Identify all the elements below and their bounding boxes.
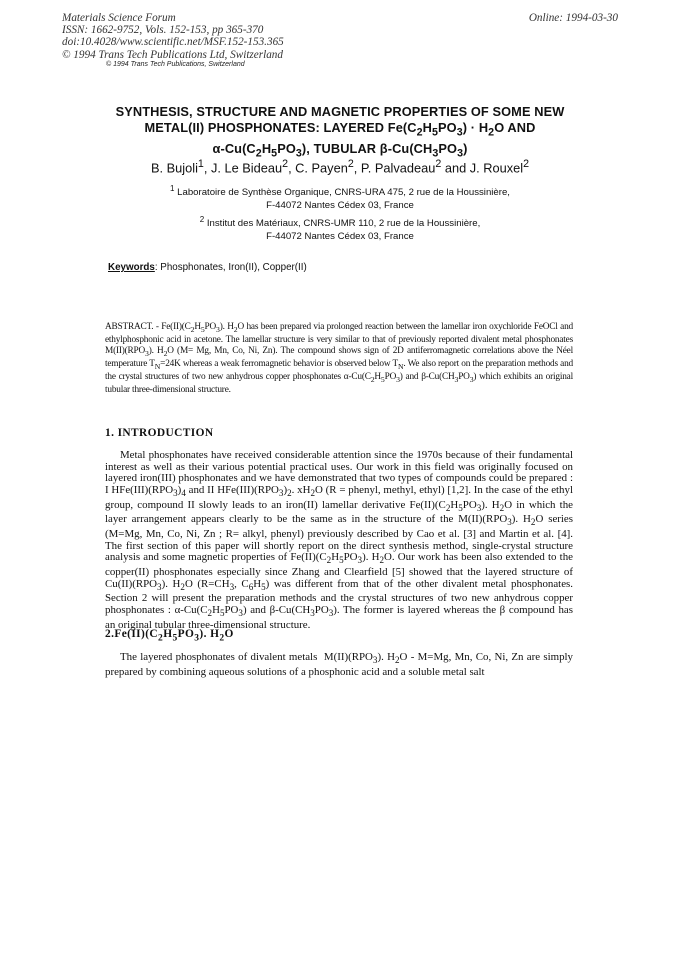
- affiliation-1-line-2: F-44072 Nantes Cédex 03, France: [266, 200, 414, 212]
- keywords-label: Keywords: [108, 262, 155, 273]
- affiliation-1-line-1: Laboratoire de Synthèse Organique, CNRS-URA 475, 2 rue de la Houssinière,: [177, 187, 510, 199]
- keywords: Keywords: Phosphonates, Iron(II), Copper(II): [108, 262, 307, 273]
- affiliation-2-line-2: F-44072 Nantes Cédex 03, France: [266, 231, 414, 243]
- affiliation-2: $^2$ Institut des Matériaux, CNRS-UMR 110, 2 rue de la Houssinière, F-44072 Nantes Cédex 03, France: [90, 213, 590, 243]
- paper-title: [90, 104, 590, 161]
- affiliation-2-line-1: Institut des Matériaux, CNRS-UMR 110, 2 rue de la Houssinière,: [206, 218, 481, 230]
- old-copyright-line: © 1994 Trans Tech Publications, Switzerland: [106, 60, 245, 68]
- doi-line: doi:10.4028/www.scientific.net/MSF.152-153.365: [62, 36, 284, 49]
- section-heading-introduction: 1. INTRODUCTION: [105, 427, 214, 439]
- page-header: [62, 12, 618, 69]
- section-2-paragraph: The layered phosphonates of divalent metals $M(II)(RPO_3)$. $H_2O - M=Mg$, Mn, Co, Ni, Zn are simply prepared by combining aqueous solutions of a phosphonic acid and a soluble metal salt: [105, 651, 574, 678]
- section-heading-2: $2.Fe(II)(C_2H_5PO_3)$. $H_2O$: [105, 628, 234, 644]
- affiliation-1: $^1$ Laboratoire de Synthèse Organique, CNRS-URA 475, 2 rue de la Houssinière, F-44072 Nantes Cédex 03, France: [90, 182, 590, 212]
- online-date: Online: 1994-03-30: [528, 12, 618, 24]
- abstract: ABSTRACT. - $Fe(II)(C_2H_5PO_3)$. $H_2O$ has been prepared via prolonged reaction between the lamellar iron oxychloride FeOCl and ethylphosphonic acid in acetone. The lamellar structure is very similar to that of previously reported divalent metal phosphonates $M(II)(RPO_3)$. $H_2O$ (M= Mg, Mn, Co, Ni, Zn). The compound shows sign of 2D antiferromagnetic correlations above the Néel temperature $T_N=24K$ whereas a weak ferromagnetic behavior is observed below $T_N$. We also report on the preparation methods and the crystal structures of two new anhydrous copper phosphonates $\alpha-Cu(C_2H_5PO_3)$ and $\beta-Cu(CH_3PO_3)$ which exhibits an original tubular three-dimensional structure.: [105, 322, 574, 396]
- keywords-text: Phosphonates, Iron(II), Copper(II): [160, 262, 307, 273]
- title-line-2: METAL(II) PHOSPHONATES: LAYERED $Fe(C_2H_5PO_3) \cdot H_2O$ AND: [144, 120, 536, 139]
- introduction-paragraph: Metal phosphonates have received considerable attention since the 1970s because of their fundamental interest as well as their various potential practical uses. Our work in this field was originally focused on layered iron(III) phosphonates and we have demonstrated that two types of compounds could be prepared : I $HFe(III)(RPO_3)_4$ and II $HFe(III)(RPO_3)_2$. $xH_2O$ (R = phenyl, methyl, ethyl) [1,2]. In the case of the ethyl group, compound II slowly leads to an iron(II) lamellar derivative $Fe(II)(C_2H_5PO_3)$. $H_2O$ in which the layer arrangement appears clearly to be the same as in the structure of the $M(II)(RPO_3)$. $H_2O$ series (M=Mg, Mn, Co, Ni, Zn ; R= alkyl, phenyl) previously described by Cao et al. [3] and Martin et al. [4]. The first section of this paper will shortly report on the direct synthesis method, single-crystal structure analysis and some magnetic properties of $Fe(II)(C_2H_5PO_3)$. $H_2O$. Our work has been also extended to the copper(II) phosphonates especially since Zhang and Clearfield [5] showed that the layered structure of $Cu(II)(RPO_3)$. $H_2O$ ($R=CH_3$, $C_6H_5$) was different from that of the other divalent metal phosphonates. Section 2 will present the preparation methods and the crystal structures of two new anhydrous copper phosphonates : $\alpha-Cu(C_2H_5PO_3)$ and $\beta-Cu(CH_3PO_3)$. The former is layered whereas the β compound has an original tubular three-dimensional structure.: [105, 449, 574, 631]
- issn-line: ISSN: 1662-9752, Vols. 152-153, pp 365-370: [62, 24, 264, 37]
- title-line-3: $\alpha-Cu(C_2H_5PO_3)$, TUBULAR $\beta-Cu(CH_3PO_3)$: [212, 140, 468, 160]
- title-line-1: SYNTHESIS, STRUCTURE AND MAGNETIC PROPERTIES OF SOME NEW: [115, 104, 565, 119]
- copyright-line: © 1994 Trans Tech Publications Ltd, Switzerland: [62, 48, 283, 61]
- journal-name: Materials Science Forum: [62, 12, 176, 24]
- author-list: B. Bujoli$^1$, J. Le Bideau$^2$, C. Payen$^2$, P. Palvadeau$^2$ and J. Rouxel$^2$: [150, 158, 530, 176]
